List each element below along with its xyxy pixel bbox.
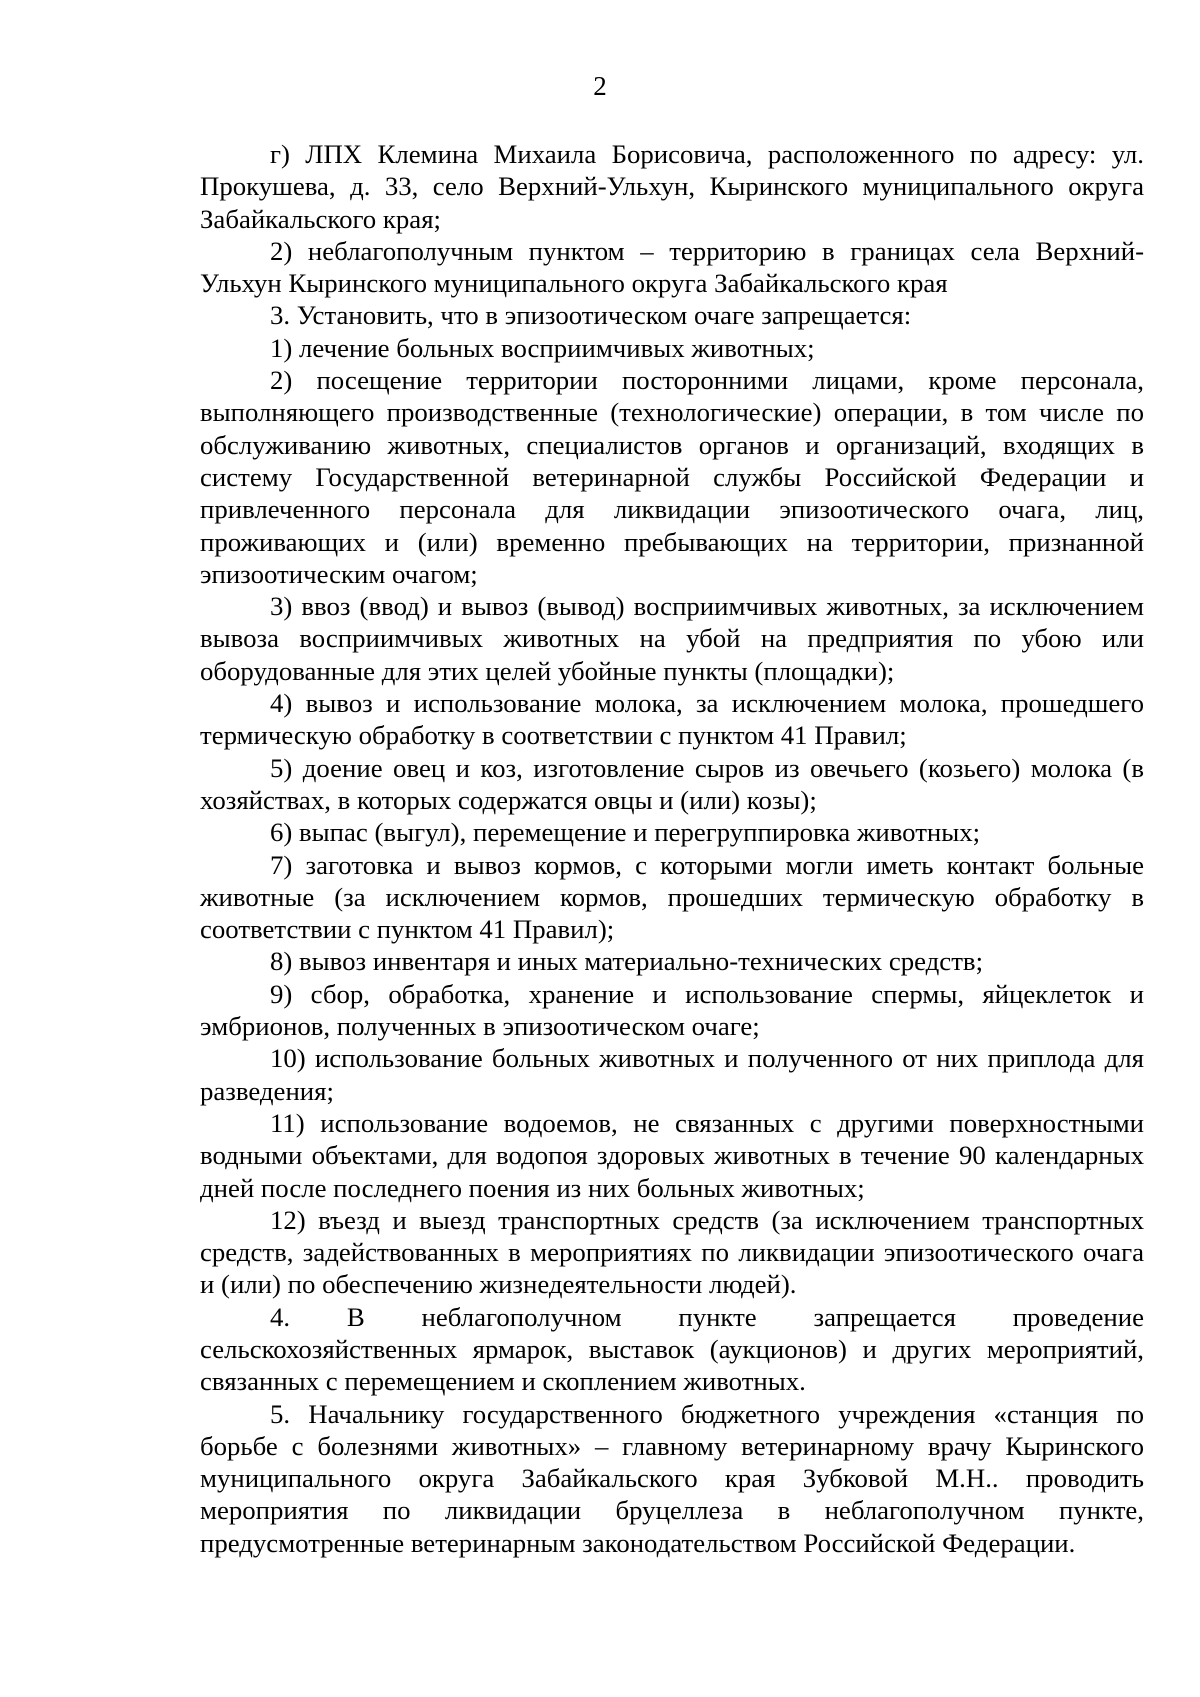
paragraph-section-3-heading: 3. Установить, что в эпизоотическом очаге запрещается: (270, 300, 912, 331)
paragraph-item-2: 2) посещение территории посторонними лицами, кроме персонала, выполняющего производственные (технологические) операции, в том числе по обслуживанию животных, специалистов органов и организаций, входящих в систему Государственной ветеринарной службы Российской Федерации и привлеченного персонала для ликвидации эпизоотического очага, лиц, проживающих и (или) временно пребывающих на территории, признанной эпизоотическим очагом; (200, 365, 1144, 589)
paragraph-item-7: 7) заготовка и вывоз кормов, с которыми могли иметь контакт больные животные (за исключением кормов, прошедших термическую обработку в соответствии с пунктом 41 Правил); (200, 849, 1144, 945)
paragraph-item-1: 1) лечение больных восприимчивых животных; (270, 332, 815, 363)
paragraph-clause-g: г) ЛПХ Клемина Михаила Борисовича, расположенного по адресу: ул. Прокушева, д. 33, село Верхний-Ульхун, Кыринского муниципального округа Забайкальского края; (200, 139, 1144, 234)
paragraph-item-11: 11) использование водоемов, не связанных с другими поверхностными водными объектами, для водопоя здоровых животных в течение 90 календарных дней после последнего поения из них больных животных; (200, 1107, 1144, 1203)
paragraph-item-8: 8) вывоз инвентаря и иных материально-технических средств; (270, 946, 984, 977)
paragraph-item-9: 9) сбор, обработка, хранение и использование спермы, яйцеклеток и эмбрионов, полученных в эпизоотическом очаге; (200, 978, 1144, 1042)
paragraph-item-12: 12) въезд и выезд транспортных средств (за исключением транспортных средств, задействованных в мероприятиях по ликвидации эпизоотического очага и (или) по обеспечению жизнедеятельности людей). (200, 1204, 1144, 1300)
paragraph-item-5: 5) доение овец и коз, изготовление сыров из овечьего (козьего) молока (в хозяйствах, в которых содержатся овцы и (или) козы); (200, 752, 1144, 815)
paragraph-item-4: 4) вывоз и использование молока, за исключением молока, прошедшего термическую обработку в соответствии с пунктом 41 Правил; (200, 688, 1144, 751)
paragraph-item-3: 3) ввоз (ввод) и вывоз (вывод) восприимчивых животных, за исключением вывоза восприимчивых животных на убой на предприятия по убою или оборудованные для этих целей убойные пункты (площадки); (200, 591, 1144, 686)
document-body (200, 138, 1144, 1559)
paragraph-item-10: 10) использование больных животных и полученного от них приплода для разведения; (200, 1043, 1144, 1106)
page-number: 2 (593, 71, 607, 101)
paragraph-clause-2-unfavorable-point: 2) неблагополучным пунктом – территорию в границах села Верхний-Ульхун Кыринского муниципального округа Забайкальского края (200, 235, 1144, 299)
paragraph-section-5: 5. Начальнику государственного бюджетного учреждения «станция по борьбе с болезнями животных» – главному ветеринарному врачу Кыринского муниципального округа Забайкальского края Зубковой М.Н.. проводить мероприятия по ликвидации бруцеллеза в неблагополучном пункте, предусмотренные ветеринарным законодательством Российской Федерации. (200, 1398, 1144, 1558)
paragraph-item-6: 6) выпас (выгул), перемещение и перегруппировка животных; (270, 817, 981, 848)
paragraph-section-4: 4. В неблагополучном пункте запрещается проведение сельскохозяйственных ярмарок, выставок (аукционов) и других мероприятий, связанных с перемещением и скоплением животных. (200, 1301, 1144, 1397)
